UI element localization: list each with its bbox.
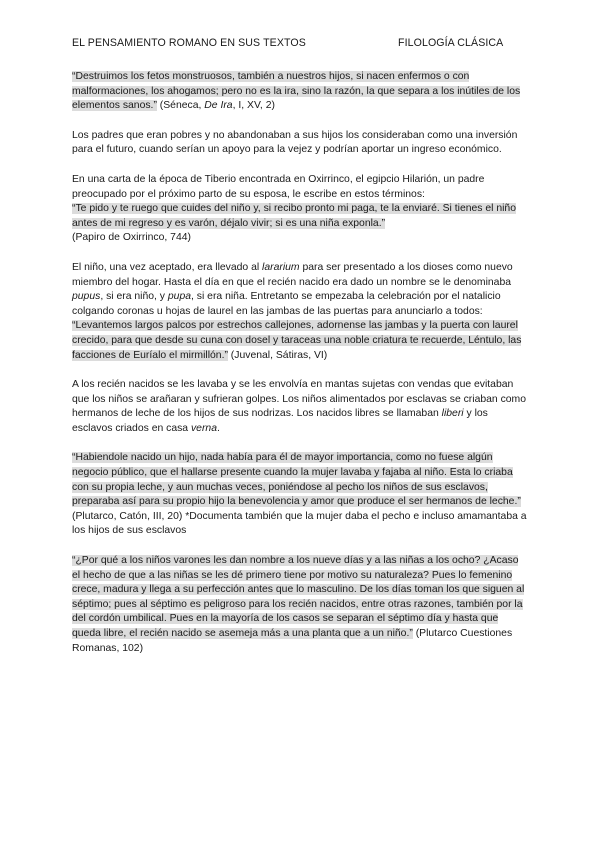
citation-plutarch-cato: (Plutarco, Catón, III, 20) *Documenta también que la mujer daba el pecho e incluso amamantaba a los hijos de sus esclavos	[72, 510, 527, 537]
term-lararium: lararium	[262, 261, 300, 273]
citation-seneca-a: (Séneca,	[156, 100, 205, 112]
citation-seneca-b: , I, XV, 2)	[232, 100, 275, 112]
lararium-text-3: , si era niño, y	[100, 291, 168, 303]
term-liberi: liberi	[441, 408, 464, 420]
paragraph-poor-parents: Los padres que eran pobres y no abandonaban a sus hijos los consideraban como una inversión para el futuro, cuando serían un apoyo para la vejez y podrían aportar un ingreso económico.	[72, 129, 518, 156]
oxyrhynchus-intro: En una carta de la época de Tiberio encontrada en Oxirrinco, el egipcio Hilarión, un padre preocupado por el próximo parto de su esposa, le escribe en estos términos:	[72, 173, 485, 200]
paragraph-lararium	[72, 261, 528, 363]
paragraph-roman-questions	[72, 554, 528, 656]
quote-seneca: “Destruimos los fetos monstruosos, también a nuestros hijos, si nacen enfermos o con malformaciones, los ahogamos; pero no es la ira, sino la razón, la que separa a los inútiles de los elementos sanos.”	[72, 71, 521, 112]
paragraph-oxyrhynchus	[72, 173, 528, 246]
header-subject: FILOLOGÍA CLÁSICA	[398, 37, 504, 49]
paragraph-seneca	[72, 70, 528, 114]
citation-papyrus: (Papiro de Oxirrinco, 744)	[72, 232, 191, 244]
lararium-text-1: El niño, una vez aceptado, era llevado al	[72, 261, 263, 273]
citation-plutarch-questions: (Plutarco Cuestiones Romanas, 102)	[72, 628, 513, 654]
header-title: EL PENSAMIENTO ROMANO EN SUS TEXTOS	[72, 37, 306, 49]
document-body	[72, 70, 528, 656]
quote-juvenal: “Levantemos largos palcos por estrechos callejones, adornense las jambas y la puerta con laurel crecido, para que desde su cuna con dosel y taraceas una noble criatura te recuerde, Léntulo, las facciones de Euríalo el mirmillón.”	[72, 320, 522, 361]
paragraph-newborns	[72, 378, 528, 436]
newborns-text-1: A los recién nacidos se les lavaba y se les envolvía en mantas sujetas con vendas que evitaban que los niños se arañaran y sufrieran golpes. Los niños alimentados por esclavas se criaban como hermanos de leche de los hijos de sus nodrizas. Los nacidos libres se llamaban	[72, 379, 526, 420]
term-verna: verna	[190, 422, 217, 434]
newborns-text-3: .	[216, 422, 220, 434]
newborns-text-2: y los esclavos criados en casa	[72, 408, 488, 434]
quote-plutarch-cato: “Habiendole nacido un hijo, nada había para él de mayor importancia, como no fuese algún negocio público, que el hallarse presente cuando la mujer lavaba y fajaba al niño. Esta lo criaba con su propia leche, y aun muchas veces, poniéndose al pecho los niños de sus esclavos, preparaba así para su propio hijo la benevolencia y amor que produce el ser hermanos de leche.”	[72, 452, 521, 508]
lararium-text-2: para ser presentado a los dioses como nuevo miembro del hogar. Hasta el día en que el recién nacido era dado un nombre se le denominaba	[72, 261, 513, 288]
quote-plutarch-questions: “¿Por qué a los niños varones les dan nombre a los nueve días y a las niñas a los ocho? ¿Acaso el hecho de que a las niñas se les dé primero tiene por motivo su naturaleza? Pues lo femenino crece, madura y llega a su perfección antes que lo masculino. De los días toman los que siguen al séptimo; pues al séptimo es peligroso para los recién nacidos, entre otras razones, también por la del cordón umbilical. Pues en la mayoría de los casos se separan el séptimo día y hasta que queda libre, el recién nacido se asemeja más a una planta que a un niño.”	[72, 555, 525, 639]
paragraph-cato	[72, 451, 528, 539]
quote-hilarion: “Te pido y te ruego que cuides del niño y, si recibo pronto mi paga, te la enviaré. Si tienes el niño antes de mi regreso y es varón, déjalo vivir; si es una niña exponla.”	[72, 203, 516, 229]
citation-seneca-title: De Ira	[204, 100, 233, 112]
term-pupus: pupus	[72, 291, 101, 303]
lararium-text-4: , si era niña. Entretanto se empezaba la celebración por el natalicio colgando coronas u hojas de laurel en las jambas de las puertas para anunciarlo a todos:	[72, 291, 501, 317]
term-pupa: pupa	[167, 291, 192, 303]
citation-juvenal: (Juvenal, Sátiras, VI)	[227, 349, 328, 361]
